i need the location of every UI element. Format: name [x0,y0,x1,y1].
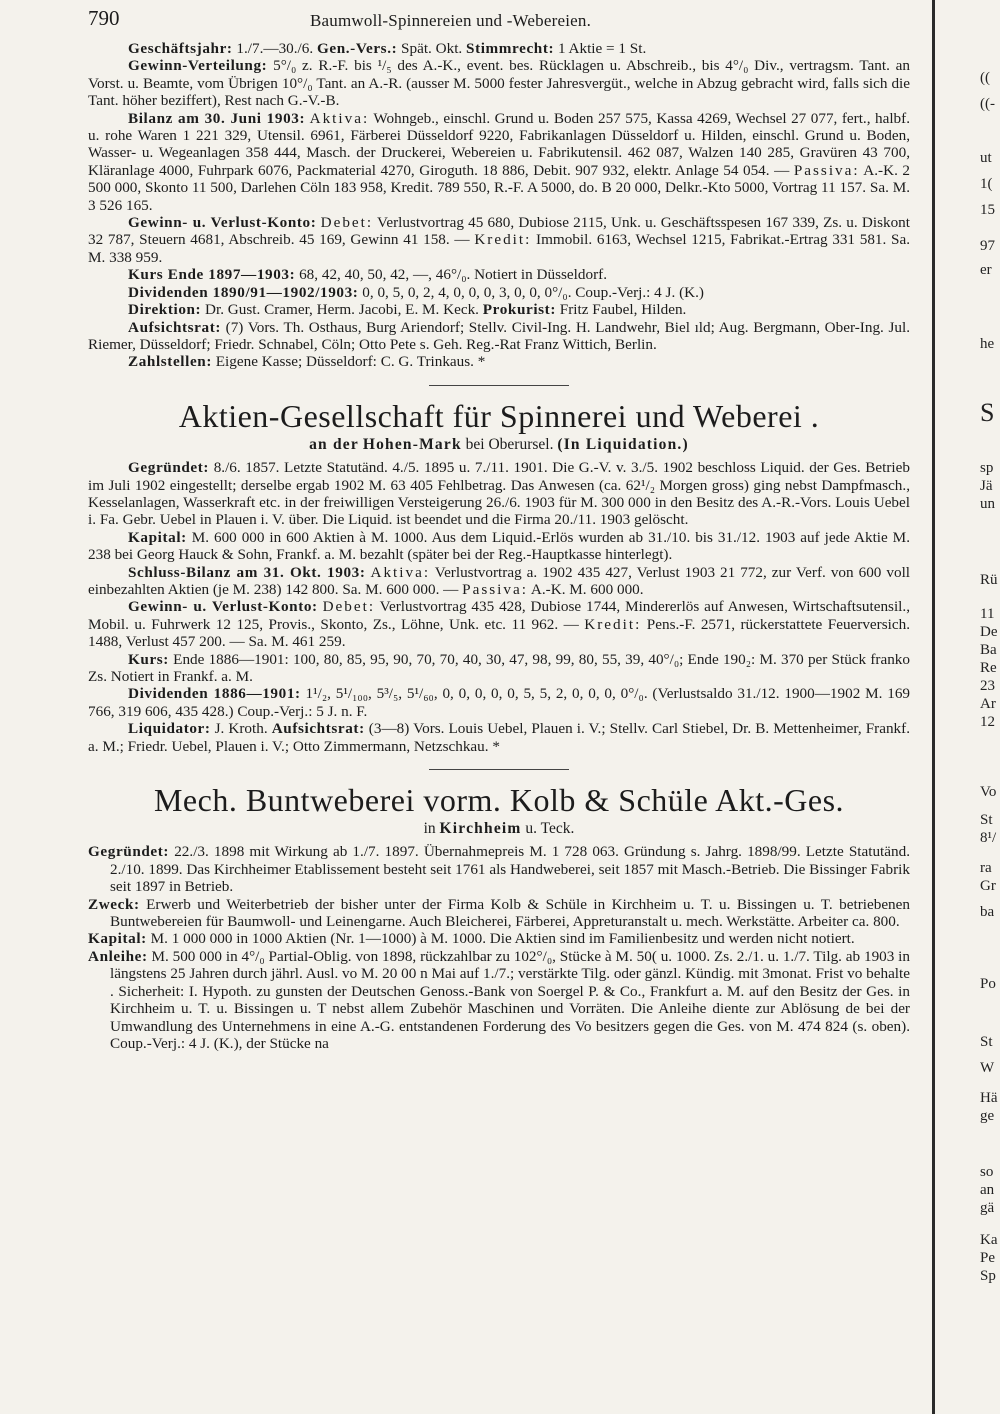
margin-fragment: ut [980,150,992,166]
field-label: Geschäftsjahr: [128,40,233,57]
entry-paragraph [88,214,910,266]
adjacent-page-fragments [954,0,1000,1414]
field-label: Kurs: [128,650,169,668]
company-entry-continued [88,40,910,371]
field-label: Stimmrecht: [466,40,555,57]
margin-fragment: 8¹/ [980,830,997,846]
field-text: Pens.-F. 2571, rückerstattete Feuerversich. 1488, Verlust 457 200. — Sa. M. 461 259. [88,615,910,651]
margin-fragment: St [980,1034,993,1050]
field-text: M. 500 000 in 4°/₀ Partial-Oblig. von 1898, rückzahlbar zu 102°/₀, Stücke à M. 50( u. 1000. Zs. 2./1. u. 1./7. Tilg. ab 1903 in längstens 25 Jahren durch jährl. Ausl. vo M. 20 00 n Mai auf 1./7.; verstärkte Tilg. oder gänzl. Kündig. mit 3monat. Frist vo behalte . Sicherheit: I. Hypoth. zu gunsten der Deutschen Genoss.-Bank von Soergel P. & Co., Frankfurt a. M. auf den Besitz der Ges. in Kirchheim u. T. u. Bissingen u. T nebst allem Zubehör Maschinen und Vorräten. Die Anleihe diente zur Ablösung de bei der Umwandlung des Unternehmens in eine A.-G. entstandenen Forderung des Vo besitzers gegen die Ges. von M. 474 824 (s. oben). Coup.-Verj.: 4 J. (K.), der Stücke na [110,947,910,1052]
margin-fragment: Rü [980,572,998,588]
field-text: Verlustvortrag 45 680, Dubiose 2115, Unk. u. Geschäftsspesen 167 339, Zs. u. Diskont 32 787, Steuern 4681, Abschreib. 45 169, Gewinn 41 158. — [88,214,911,249]
field-label: Gewinn- u. Verlust-Konto: [128,598,318,616]
field-label: Direktion: [128,301,202,319]
entry-paragraph [88,266,910,283]
field-label: Zweck: [88,895,140,913]
entry-paragraph [88,353,910,370]
subtitle-status: (In Liquidation.) [557,435,689,453]
spaced-label: Passiva: [793,161,860,179]
company-entry-kolb-schuele [88,782,910,1052]
entry-paragraph [88,720,910,755]
field-text: Spät. Okt. [397,40,467,57]
field-label: Kapital: [128,528,187,546]
spaced-label: Debet: [320,214,374,232]
margin-fragment: 23 [980,678,995,694]
entry-paragraph [88,564,910,599]
entry-paragraph [88,651,910,686]
field-text: Eigene Kasse; Düsseldorf: C. G. Trinkaus. * [211,353,486,371]
subtitle-prefix: in [423,820,436,838]
spaced-label: Kredit: [474,231,532,249]
field-text: (7) Vors. Th. Osthaus, Burg Ariendorf; Stellv. Civil-Ing. H. Landwehr, Biel ıld; Aug. Bergmann, Ober-Ing. Jul. Riemer, Düsseldorf; Friedr. Schnabel, Cöln; Otto Pete s. Geh. Reg.-Rat Franz Wittich, Berlin. [88,318,910,353]
field-text: Erwerb und Weiterbetrieb der bisher unter der Firma Kolb & Schüle in Kirchheim u. T. u. Bissingen u. T. betriebenen Buntwebereien für Baumwoll- und Leinengarne. Auch Bleicherei, Färberei, Appreturanstalt u. mech. Werkstätte. Arbeiter ca. 800. [110,895,910,931]
entry-paragraph [88,685,910,720]
margin-fragment: he [980,336,995,352]
margin-fragment: er [980,262,992,278]
entry-paragraph [88,319,910,354]
entry-paragraph [88,896,910,931]
entry-paragraph [88,529,910,564]
field-text: A.-K. M. 600 000. [527,580,644,598]
field-text: 0, 0, 5, 0, 2, 4, 0, 0, 0, 3, 0, 0, 0°/₀. Coup.-Verj.: 4 J. (K.) [358,283,704,301]
field-text: 1./7.—30./6. [232,40,317,57]
margin-fragment: Vo [980,784,997,800]
entry-paragraph [88,301,910,318]
company-title: Mech. Buntweberei vorm. Kolb & Schüle Akt.-Ges. [153,782,845,819]
company-body [88,843,910,1052]
margin-fragment: an [980,1182,995,1198]
field-label: Zahlstellen: [128,353,212,371]
company-title: Aktien-Gesellschaft für Spinnerei und Weberei . [178,397,820,434]
margin-fragment: sp [980,460,994,476]
field-label: Anleihe: [88,947,148,965]
field-text: 68, 42, 40, 50, 42, —, 46°/₀. Notiert in Düsseldorf. [295,266,607,284]
field-text: 8./6. 1857. Letzte Statutänd. 4./5. 1895 u. 7./11. 1901. Die G.-V. v. 3./5. 1902 beschloss Liquid. der Ges. Betrieb im Juli 1902 eingestellt; derselbe ergab 1902 M. 63 405 Fehlbetrag. Das Anwesen (ca. 62¹/₂ Morgen gross) ging nebst Dampfmasch., Kesselanlagen, Wasserkraft etc. in der freiwilligen Versteigerung 26./6. 1903 für M. 300 000 in den Besitz des A.-R.-Vors. Louis Uebel i. Fa. Gebr. Uebel in Plauen i. V. über. Die Liquid. ist beendet und die Firma 20./11. 1903 gelöscht. [88,459,910,529]
margin-fragment: De [980,624,998,640]
field-text: A.-K. 2 500 000, Skonto 11 500, Darlehen Cöln 183 958, Kredit. 789 550, R.-F. A 5000, do. B 20 000, Delkr.-Kto 5000, Vortrag 11 157. Sa. M. 3 526 165. [88,161,911,214]
spaced-label: Debet: [322,598,376,616]
field-text: Wohngeb., einschl. Grund u. Boden 257 575, Kassa 4269, Wechsel 27 077, fert., halbf. u. rohe Waren 1 221 329, Utensil. 6961, Färberei Düsseldorf 9220, Fabrikanlagen Düsseldorf u. Hilden, einschl. Grund u. Boden, Wasser- u. Wegeanlagen 358 444, Masch. der Druckerei, Webereien u. Fabrikutensil. 462 087, Walzen 140 285, Gravüren 43 700, Kläranlage 4000, Fuhrpark 6076, Packmaterial 4270, Giroguth. 18 886, Debit. 907 932, elektr. Anlage 54 054. — [88,109,911,179]
margin-fragment: un [980,496,995,512]
margin-fragment: ge [980,1108,995,1124]
spaced-label: Kredit: [584,615,642,633]
field-label: Kurs Ende 1897—1903: [128,266,296,284]
field-label: Dividenden 1890/91—1902/1903: [128,283,359,301]
margin-fragment: Jä [980,478,993,494]
spaced-label: Passiva: [462,580,528,598]
entry-paragraph [88,948,910,1052]
field-text: (3—8) Vors. Louis Uebel, Plauen i. V.; Stellv. Carl Stiebel, Dr. B. Mettenheimer, Frankf. a. M.; Friedr. Uebel, Plauen i. V.; Otto Zimmermann, Netzschkau. * [88,720,910,755]
field-label: Aufsichtsrat: [271,720,365,738]
field-label: Dividenden 1886—1901: [128,685,301,703]
main-column [88,0,910,1052]
subtitle-prefix: an der [309,435,359,453]
margin-fragment: 12 [980,714,995,730]
field-label: Gewinn- u. Verlust-Konto: [128,214,317,232]
subtitle-place: Kirchheim [439,820,522,838]
subtitle-place: Hohen-Mark [362,435,462,453]
company-body [88,459,910,755]
field-text: J. Kroth. [210,720,272,738]
field-label: Gewinn-Verteilung: [128,57,268,75]
running-header [88,0,910,40]
margin-fragment: Re [980,660,997,676]
field-label: Liquidator: [128,720,211,738]
margin-fragment: Ba [980,642,997,658]
company-entry-hohen-mark [88,398,910,755]
margin-fragment: Sp [980,1268,996,1284]
entry-paragraph [88,57,910,109]
margin-fragment: gä [980,1200,995,1216]
margin-fragment: (( [980,70,990,86]
field-text: Verlustvortrag a. 1902 435 427, Verlust 1903 21 772, zur Verf. von 600 voll einbezahlten Aktien (je M. 238) 142 800. Sa. M. 600 000. — [88,563,911,598]
running-title: Baumwoll-Spinnereien und -Webereien. [310,11,592,30]
entry-paragraph [88,110,910,214]
margin-fragment: 11 [980,606,995,622]
field-text: Dr. Gust. Cramer, Herm. Jacobi, E. M. Keck. [201,301,483,319]
margin-fragment: ba [980,904,995,920]
margin-fragment: W [980,1060,995,1076]
subtitle-location: bei Oberursel. [465,435,554,453]
margin-fragment: S [980,398,995,427]
entry-paragraph [88,930,910,947]
margin-fragment: ra [980,860,992,876]
margin-fragment: Hä [980,1090,998,1106]
margin-fragment: Ar [980,696,996,712]
margin-fragment: Pe [980,1250,995,1266]
field-text: Verlustvortrag 435 428, Dubiose 1744, Mindererlös auf Anwesen, Wirtschaftsutensil., Mobil. u. Fuhrwerk 12 125, Provis., Skonto, Zs., Löhne, Unk. etc. 11 962. — [88,598,910,633]
field-label: Bilanz am 30. Juni 1903: [128,109,306,127]
margin-fragment: ((- [980,96,995,112]
spaced-label: Aktiva: [370,563,431,581]
field-text: 22./3. 1898 mit Wirkung ab 1./7. 1897. Übernahmepreis M. 1 728 063. Gründung s. Jahrg. 1898/99. Letzte Statutänd. 2./10. 1899. Das Kirchheimer Etablissement besteht seit 1761 als Handweberei, seit 1857 mit Masch.-Betrieb. Die Bissinger Fabrik seit 1897 in Betrieb. [110,843,910,896]
margin-fragment: 1( [980,176,993,192]
page-number: 790 [88,6,120,30]
field-text: Fritz Faubel, Hilden. [556,301,687,319]
section-divider [429,385,569,386]
field-text: M. 1 000 000 in 1000 Aktien (Nr. 1—1000) à M. 1000. Die Aktien sind im Familienbesitz und werden nicht notiert. [146,930,855,948]
margin-fragment: so [980,1164,994,1180]
entry-paragraph [88,40,910,57]
field-text: M. 600 000 in 600 Aktien à M. 1000. Aus dem Liquid.-Erlös wurden ab 31./10. bis 31./12. 1903 auf jede Aktie M. 238 bei Georg Hauck & Sohn, Frankf. a. M. bezahlt (später bei der Reg.-Hauptkasse hinterlegt). [88,528,910,564]
entry-paragraph [88,459,910,529]
margin-fragment: Ka [980,1232,998,1248]
margin-fragment: Po [980,976,996,992]
margin-fragment: Gr [980,878,996,894]
field-label: Gen.-Vers.: [316,40,398,57]
field-text: Ende 1886—1901: 100, 80, 85, 95, 90, 70, 70, 40, 30, 47, 98, 99, 80, 55, 39, 40°/₀; Ende 190₂: M. 370 per Stück franko Zs. Notiert in Frankf. a. M. [88,650,910,685]
entry-paragraph [88,843,910,895]
page-gutter-line [932,0,935,1414]
margin-fragment: St [980,812,993,828]
section-divider [429,769,569,770]
field-label: Kapital: [88,930,147,948]
field-label: Gegründet: [88,843,170,861]
entry-paragraph [88,598,910,650]
company-subtitle [88,820,910,837]
margin-fragment: 15 [980,202,995,218]
margin-fragment: 97 [980,238,995,254]
spaced-label: Aktiva: [309,109,370,127]
company-subtitle [88,436,910,453]
field-text: 1 Aktie = 1 St. [554,40,647,57]
field-label: Schluss-Bilanz am 31. Okt. 1903: [128,563,366,581]
field-label: Aufsichtsrat: [128,318,222,336]
entry-paragraph [88,284,910,301]
field-label: Gegründet: [128,459,210,477]
field-text: Immobil. 6163, Wechsel 1215, Fabrikat.-Ertrag 331 581. Sa. M. 338 959. [88,231,911,266]
subtitle-suffix: u. Teck. [525,820,575,838]
field-text: 5°/₀ z. R.-F. bis ¹/₅ des A.-K., event. bes. Rücklagen u. Abschreib., bis 4°/₀ Div., vertragsm. Tant. an Vorst. u. Beamte, vom Übrigen 10°/₀ Tant. an A.-R. (ausser M. 5000 fester Jahresvergüt., welche in Abzug gebracht wird, falls sich die Tant. höher beziffert), Rest nach G.-V.-B. [88,57,910,110]
field-text: 1¹/₂, 5¹/₁₀₀, 5³/₅, 5¹/₆₀, 0, 0, 0, 0, 0, 5, 5, 2, 0, 0, 0, 0°/₀. (Verlustsaldo 31./12. 1900—1902 M. 169 766, 319 606, 435 428.) Coup.-Verj.: 5 J. n. F. [88,685,911,720]
field-label: Prokurist: [482,301,556,319]
